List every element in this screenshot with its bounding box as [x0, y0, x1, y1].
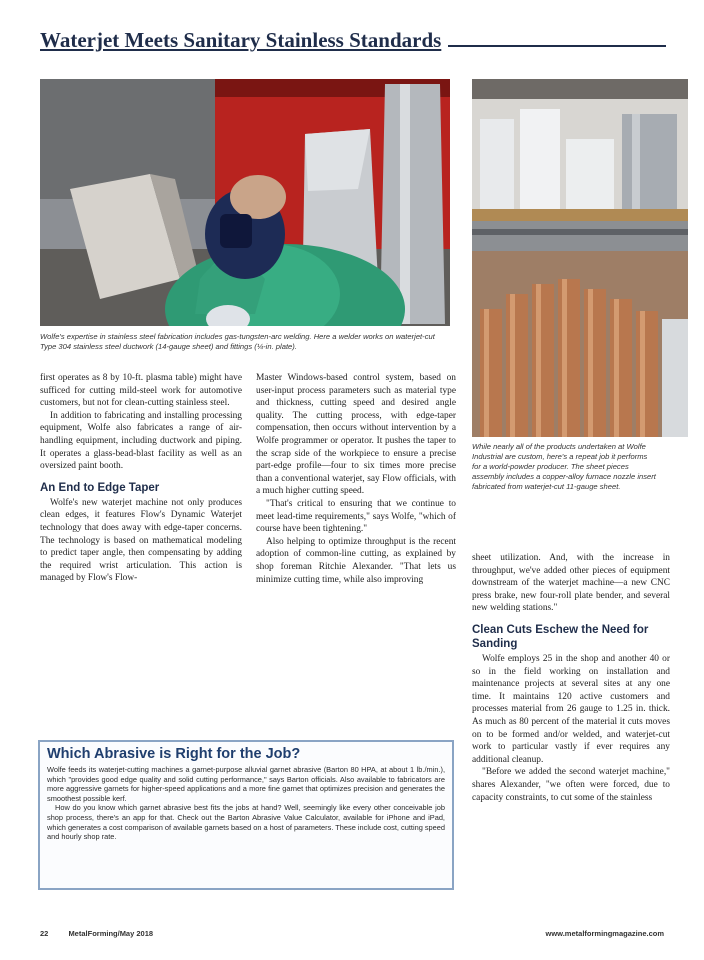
sidebar-paragraph: Wolfe feeds its waterjet-cutting machines a garnet-purpose alluvial garnet abrasive (Barton 80 HPA, at about 1 lb./min.), which "provides good edge quality and solid cutting performance," says Barton officials. Also available to fabricators are more aggressive garnets for higher-speed applications and a more fine garnet that optimizes precision and generates the smoothest possible kerf.	[47, 765, 445, 803]
welder-photo	[40, 79, 450, 326]
pipes-illustration	[472, 79, 688, 437]
page-number: 22	[40, 929, 49, 938]
article-title: Waterjet Meets Sanitary Stainless Standards	[40, 28, 442, 52]
pipes-caption: While nearly all of the products undertaken at Wolfe Industrial are custom, here's a repeat job it performs for a world-powder producer. The sheet pieces assembly includes a copper-alloy furnace nozzle insert fabricated from waterjet-cut 11-gauge sheet.	[472, 442, 656, 491]
footer-left	[40, 929, 153, 938]
paragraph: Master Windows-based control system, based on user-input process parameters such as material type and thickness, cutting speed and desired angle quality. The cutting process, with edge-taper compensation, then occurs without intervention by a Wolfe programmer or operator. It pushes the taper to the scrap side of the workpiece to ensure a precise part-edge profile—four to six times more precise than a conventional waterjet, say Flow officials, with a much higher cutting speed.	[256, 373, 456, 497]
paragraph: first operates as 8 by 10-ft. plasma table) might have sufficed for cutting mild-steel work for automotive customers, but not for clean-cutting stainless steel.	[40, 373, 242, 409]
pipes-photo	[472, 79, 688, 437]
title-rule	[448, 45, 666, 47]
sidebar-title: Which Abrasive is Right for the Job?	[47, 746, 301, 762]
footer-url[interactable]: www.metalformingmagazine.com	[545, 929, 664, 938]
section-heading: An End to Edge Taper	[40, 481, 160, 494]
publication-issue: MetalForming/May 2018	[68, 929, 154, 938]
welder-caption: Wolfe's expertise in stainless steel fabrication includes gas-tungsten-arc welding. Here a welder works on waterjet-cut Type 304 stainless steel ductwork (14-gauge sheet) and fittings (¼-in. plate).	[40, 332, 435, 351]
paragraph: In addition to fabricating and installing processing equipment, Wolfe also fabricates a range of air-handling equipment, including ductwork and piping. It operates a glass-bead-blast facility as well as an oversized paint booth.	[40, 410, 242, 472]
paragraph: "Before we added the second waterjet machine," shares Alexander, "we often were forced, due to capacity constraints, to cut some of the stainless	[472, 767, 670, 803]
abrasive-sidebar	[38, 740, 454, 890]
paragraph: Also helping to optimize throughput is the recent adoption of common-line cutting, as explained by shop foreman Ritchie Alexander. "That lets us minimize cutting time, while also improving	[256, 536, 456, 585]
sidebar-paragraph: How do you know which garnet abrasive best fits the jobs at hand? Well, seemingly like every other conceivable job shop process, there's an app for that. Check out the Barton Abrasive Value Calculator, available for iPhone and iPad, which generates a cost comparison of available garnets based on a host of parameters. These include cost, cutting speed and hourly shop rate.	[47, 803, 445, 842]
paragraph: sheet utilization. And, with the increase in throughput, we've added other pieces of equipment downstream of the waterjet machine—a new CNC press brake, new four-roll plate bender, and several new welding stations."	[472, 553, 670, 614]
article-column-2	[256, 372, 456, 586]
article-column-1	[40, 372, 242, 585]
section-heading: Clean Cuts Eschew the Need for Sanding	[472, 623, 649, 650]
paragraph: Wolfe employs 25 in the shop and another 40 or so in the field working on installation and maintenance projects at several sites at any one time. It maintains 120 active customers and processes material from 26 gauge to 1.25 in. thick. As much as 80 percent of the material it cuts moves on to be formed and/or welded, and waterjet-cut work to particular vastly if ever requires any additional cleanup.	[472, 653, 670, 765]
article-column-3	[472, 552, 670, 804]
welder-illustration	[40, 79, 450, 326]
paragraph: "That's critical to ensuring that we continue to meet lead-time requirements," says Wolfe, "which of course have been tightening."	[256, 498, 456, 535]
paragraph: Wolfe's new waterjet machine not only produces clean edges, it features Flow's Dynamic Waterjet technology that does away with edge-taper concerns. The technology is based on mathematical modeling to predict taper angle, then compensating by adding the required wrist articulation. This action is managed by Flow's Flow-	[40, 497, 242, 584]
